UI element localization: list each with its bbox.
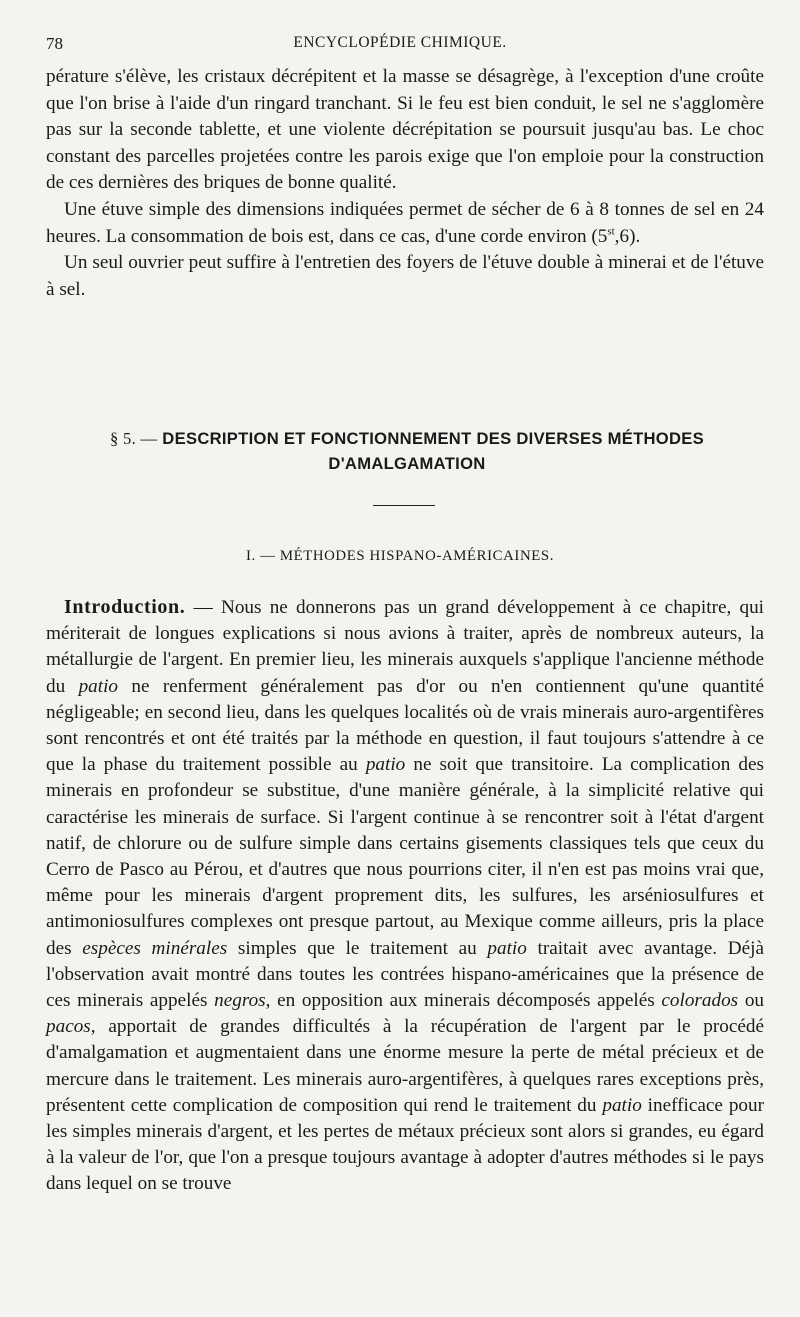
section-heading-line1 <box>60 426 754 451</box>
section-number: § 5. — <box>109 429 158 448</box>
cord-volume-unit: st <box>607 225 615 238</box>
cord-volume-close: ,6). <box>614 225 641 247</box>
intro-italic-patio-4: patio <box>602 1094 642 1116</box>
paragraph-etuve <box>46 197 764 250</box>
intro-text-7: ou <box>738 990 764 1012</box>
paragraph-continuation: pérature s'élève, les cristaux décrépitent et la masse se désagrège, à l'exception d'une croûte que l'on brise à l'aide d'un ringard tranchant. Si le feu est bien conduit, le sel ne s'agglomère pas sur la seconde tablette, et une violente décrépitation se poursuit jusqu'au bas. Le choc constant des parcelles projetées contre les parois exige que l'on emploie pour la construction de ces dernières des briques de bonne qualité. <box>46 66 764 194</box>
intro-italic-patio-2: patio <box>365 754 406 776</box>
top-text-block <box>46 64 764 303</box>
intro-text-3: ne soit que transitoire. La complication des minerais en profondeur se substitue, d'une manière générale, à la simplicité relative qui caractérise les minerais de surface. Si l'argent continue à se rencontrer soit à l'état d'argent natif, de chlorure ou de sulfure simple dans certains gisements classiques tels que ceux du Cerro de Pasco au Pérou, et d'autres que nous pourrions citer, il n'en est pas moins vrai que, même pour les minerais d'argent proprement dits, les sulfures, les arséniosulfures et antimoniosulfures complexes ont presque partout, au Mexique comme ailleurs, pris la place des <box>46 754 764 959</box>
intro-text-5: traitait avec avantage. Déjà l'observation avait montré dans toutes les contrées hispano-américaines que la présence de ces minerais appelés <box>46 937 764 1012</box>
intro-italic-colorados: colorados <box>661 990 739 1012</box>
paragraph-introduction <box>46 594 764 1198</box>
introduction-runin: Introduction. <box>64 596 186 618</box>
running-head <box>46 34 754 56</box>
section-heading <box>60 426 754 476</box>
intro-text-9: inefficace pour les simples minerais d'argent, et les pertes de métaux précieux sont alors si grandes, eu égard à la valeur de l'or, que l'on a presque toujours avantage à adopter d'autres méthodes si le pays dans lequel on se trouve <box>46 1094 764 1195</box>
paragraph-etuve-text: Une étuve simple des dimensions indiquées permet de sécher de 6 à 8 tonnes de sel en 24 heures. La consommation de bois est, dans ce cas, d'une corde environ <box>46 198 764 247</box>
intro-text-8: , apportait de grandes difficultés à la récupération de l'argent par le procédé d'amalgamation et augmentaient dans une énorme mesure la perte de métal précieux et de mercure dans le traitement. Les minerais auro-argentifères, à quelques rares exceptions près, présentent cette complication de composition qui rend le traitement du <box>46 1016 764 1116</box>
section-rule <box>373 505 435 506</box>
intro-text-4: simples que le traitement au <box>227 937 488 959</box>
section-title-line1: DESCRIPTION ET FONCTIONNEMENT DES DIVERSES MÉTHODES <box>162 429 705 448</box>
running-title: ENCYCLOPÉDIE CHIMIQUE. <box>293 34 507 51</box>
subsection-heading: I. — MÉTHODES HISPANO-AMÉRICAINES. <box>246 548 554 564</box>
section-title-line2: D'AMALGAMATION <box>328 454 486 473</box>
intro-italic-especes: espèces minérales <box>82 937 228 959</box>
intro-italic-pacos: pacos <box>46 1016 91 1038</box>
intro-text-6: , en opposition aux minerais décomposés appelés <box>265 990 662 1012</box>
cord-volume-open: (5 <box>586 225 608 247</box>
intro-text-2: ne renferment généralement pas d'or ou n'en contiennent qu'une quantité négligeable; en second lieu, dans les quelques localités où de vrais minerais auro-argentifères sont rencontrés et ont été traités par la méthode en question, il faut toujours s'attendre à ce que la phase du traitement possible au <box>46 675 764 776</box>
intro-text-1: — Nous ne donnerons pas un grand développement à ce chapitre, qui mériterait de longues explications si nous avions à traiter, après de nombreux auteurs, la métallurgie de l'argent. En premier lieu, les minerais auxquels s'applique l'ancienne méthode du <box>46 597 764 697</box>
intro-italic-patio-3: patio <box>487 937 527 959</box>
paragraph-ouvrier: Un seul ouvrier peut suffire à l'entretien des foyers de l'étuve double à minerai et de l'étuve à sel. <box>46 252 764 300</box>
intro-italic-negros: negros <box>214 990 266 1012</box>
main-text-block <box>46 594 764 1198</box>
page-number: 78 <box>46 34 63 53</box>
intro-italic-patio-1: patio <box>78 675 119 697</box>
